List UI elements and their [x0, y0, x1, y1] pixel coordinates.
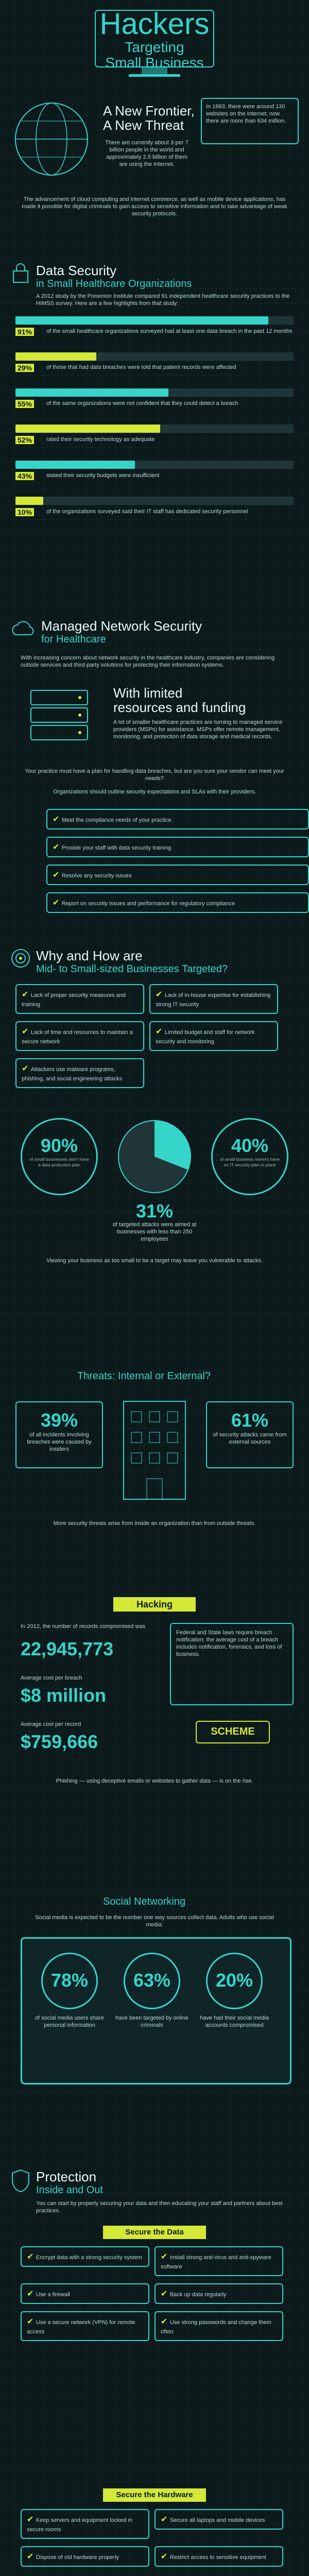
hacking-section — [0, 1597, 309, 1865]
why-item — [149, 984, 278, 1014]
frontier-right-text: In 1993, there were around 130 websites on the Internet; now there are more than 634 million. — [206, 104, 286, 124]
secure-data-item-text: Back up data regularly — [169, 2292, 227, 2298]
stat-row — [15, 459, 294, 495]
social-circle — [206, 1953, 263, 2009]
hacking-cost2-label: Average cost per record — [21, 1721, 81, 1727]
hacking-scheme-label: SCHEME — [211, 1726, 255, 1737]
page-title: Hackers — [99, 7, 210, 41]
why-pie — [116, 1118, 193, 1195]
checklist-item — [46, 809, 309, 829]
data-security-intro: A 2012 study by the Ponemon Institute compared 91 independent healthcare security practices to the HIMSS survey. Here are a few highlights from that study: — [36, 293, 290, 307]
frontier-section — [0, 88, 309, 258]
check-icon: ✔ — [53, 843, 62, 852]
stat-row — [15, 422, 294, 459]
social-heading: Social Networking — [103, 1896, 186, 1907]
stat-bar-fill — [15, 352, 96, 361]
stat-pct: 52% — [15, 436, 34, 444]
check-icon: ✔ — [22, 1027, 31, 1036]
why-item-text: Lack of in-house expertise for establishing strong IT security — [156, 992, 271, 1008]
hacking-cost2-value: $759,666 — [21, 1731, 98, 1752]
stat-pct: 91% — [15, 328, 34, 336]
stat-text: stated their security budgets were insufficient — [46, 472, 160, 479]
why-pie-pct: 31% — [135, 1200, 174, 1222]
check-icon: ✔ — [161, 2290, 170, 2298]
threats-right-text: of security attacks came from external sources — [213, 1432, 287, 1445]
resources-text: A lot of smaller healthcare practices are turning to managed service providers (MSPs) for assistance. MSPs offer remote management, monitoring, and protection of data storage and medical records. — [113, 719, 283, 740]
social-text: have had their social media accounts compromised — [200, 2015, 269, 2028]
why-pie-text: of targeted attacks were aimed at businesses with less than 250 employees — [112, 1222, 197, 1242]
secure-hw-item-text: Dispose of old hardware properly — [36, 2554, 119, 2561]
threats-left-box — [15, 1401, 103, 1468]
social-item — [196, 1953, 273, 2029]
checklist-item-text: Meet the compliance needs of your practice — [61, 817, 171, 823]
stat-bar-fill — [15, 388, 168, 397]
check-icon: ✔ — [22, 990, 31, 999]
cloud-icon — [10, 618, 36, 639]
data-security-stats — [15, 314, 294, 531]
stat-text: of the same organizations were not confident that they could detect a breach — [46, 400, 238, 406]
checklist-item-text: Resolve any security issues — [61, 873, 132, 879]
check-icon: ✔ — [53, 815, 62, 824]
resources-heading-2: resources and funding — [113, 700, 246, 715]
frontier-bottom-text: The advancement of cloud computing and internet commerce, as well as mobile device applications, has made it possible for digital criminals to gain access to sensitive information and to take advantage of weak security protocols. — [22, 196, 287, 217]
stat-bar-fill — [15, 497, 43, 505]
secure-hw-item — [21, 2546, 149, 2567]
threats-heading: Threats: Internal or External? — [77, 1370, 211, 1382]
social-intro: Social media is expected to be the number one way sources collect data. Adults who use social media: — [35, 1914, 274, 1928]
managed-checklist — [46, 809, 273, 920]
why-item-text: Lack of time and resources to maintain a secure network — [22, 1029, 133, 1045]
threats-right-pct: 61% — [231, 1410, 269, 1431]
why-circle-left — [21, 1118, 98, 1195]
stat-row — [15, 314, 294, 350]
stat-row — [15, 495, 294, 531]
secure-data-item — [21, 2311, 149, 2341]
stat-bar-track — [15, 388, 294, 397]
page-subtitle-1: Targeting — [125, 39, 184, 55]
check-icon: ✔ — [53, 871, 62, 879]
secure-hw-item — [154, 2509, 283, 2530]
hacking-side-box — [170, 1623, 294, 1705]
hacking-count-label: In 2012, the number of records compromised was — [21, 1623, 146, 1630]
managed-heading-2: for Healthcare — [41, 634, 106, 645]
page-subtitle-2: Small Business — [105, 55, 204, 71]
why-item — [15, 1058, 144, 1088]
secure-hw-item-text: Restrict access to sensitive equipment — [169, 2554, 266, 2561]
secure-data-item-text: Use strong passwords and change them often — [161, 2319, 271, 2335]
stat-bar-fill — [15, 425, 160, 433]
stat-text: of the small healthcare organizations surveyed had at least one data breach in the past 12 months — [46, 328, 293, 334]
frontier-left-text: There are currently about 3-per 7 billion people in the world and approximately 2.5 billion of them are using the Internet. — [105, 140, 188, 167]
stat-row — [15, 386, 294, 422]
frontier-right-box — [201, 98, 299, 144]
stat-pct: 55% — [15, 400, 34, 408]
secure-data-items — [21, 2246, 288, 2348]
target-icon — [10, 948, 31, 969]
secure-hw-item-text: Keep servers and equipment locked in secure rooms — [27, 2517, 132, 2533]
social-text: of social media users share personal information — [35, 2015, 104, 2028]
hacking-heading: Hacking — [113, 1597, 196, 1612]
threats-bottom: More security threats arise from inside an organization than from outside threats. — [53, 1520, 256, 1527]
secure-hw-items — [21, 2509, 288, 2574]
social-item — [31, 1953, 108, 2029]
stat-pct: 29% — [15, 364, 34, 372]
stat-bar-track — [15, 352, 294, 361]
why-circle-right-pct: 40% — [231, 1135, 269, 1156]
social-section — [0, 1896, 309, 2133]
threats-left-text: of all incidents involving breaches were caused by insiders — [27, 1432, 92, 1452]
stat-bar-track — [15, 425, 294, 433]
stat-row — [15, 350, 294, 386]
hacking-side-text: Federal and State laws require breach notification; the average cost of a breach includes notification, forensics, and loss of business. — [176, 1630, 282, 1657]
why-item-text: Attackers use malware programs, phishing, and social engineering attacks — [22, 1066, 123, 1082]
pie-chart — [116, 1118, 193, 1195]
threats-right-box — [206, 1401, 294, 1468]
secure-data-item-text: Encrypt data with a strong security system — [36, 2255, 142, 2261]
threats-left-pct: 39% — [40, 1410, 78, 1431]
secure-data-item-text: Use a secure network (VPN) for remote access — [27, 2319, 135, 2335]
stat-text: rated their security technology as adequate — [46, 436, 155, 443]
data-security-section — [0, 263, 309, 592]
secure-data-item — [154, 2246, 283, 2276]
managed-question: Your practice must have a plan for handling data breaches, but are you sure your vendor can meet your needs? — [25, 768, 284, 782]
stat-bar-fill — [15, 461, 135, 469]
why-heading-1: Why and How are — [36, 948, 143, 963]
check-icon: ✔ — [27, 2317, 36, 2326]
why-circle-right — [211, 1118, 288, 1195]
protection-heading-2: Inside and Out — [36, 2184, 104, 2196]
managed-note: Organizations should outline security expectations and SLAs with their providers. — [53, 789, 256, 795]
check-icon: ✔ — [27, 2515, 36, 2524]
why-item-text: Limited budget and staff for network security and monitoring — [156, 1029, 255, 1045]
protection-section — [0, 2169, 309, 2576]
protection-intro: You can start by properly securing your data and then educating your staff and partners about best practices. — [36, 2200, 283, 2214]
check-icon: ✔ — [27, 2552, 36, 2561]
social-pct: 78% — [50, 1970, 89, 1991]
secure-hw-item — [154, 2546, 283, 2567]
hacking-cost-value: $8 million — [21, 1685, 107, 1706]
social-text: have been targeted by online criminals — [115, 2015, 188, 2028]
stat-bar-track — [15, 461, 294, 469]
checklist-item — [46, 837, 309, 857]
social-pct: 63% — [133, 1970, 171, 1991]
server-icon — [21, 685, 98, 747]
checklist-item-text: Provide your staff with data security training — [61, 845, 171, 851]
why-heading-2: Mid- to Small-sized Businesses Targeted? — [36, 963, 228, 975]
social-circle — [41, 1953, 98, 2009]
why-item — [15, 1021, 144, 1051]
secure-data-item — [154, 2311, 283, 2341]
frontier-heading-1: A New Frontier, — [103, 103, 195, 118]
check-icon: ✔ — [27, 2252, 36, 2261]
managed-heading-1: Managed Network Security — [41, 618, 202, 634]
check-icon: ✔ — [27, 2290, 36, 2298]
stat-text: of the organizations surveyed said their IT staff has dedicated security personnel — [46, 509, 248, 515]
checklist-item — [46, 865, 309, 885]
check-icon: ✔ — [156, 990, 165, 999]
managed-text: With increasing concern about network security in the healthcare industry, companies are considering outside services and third-party solutions for protecting their information systems. — [21, 655, 275, 668]
why-item-text: Lack of proper security measures and training — [22, 992, 126, 1008]
threats-section — [0, 1370, 309, 1577]
check-icon: ✔ — [161, 2252, 170, 2261]
stat-text: of those that had data breaches were told that patient records were affected — [46, 364, 236, 370]
secure-data-item — [21, 2246, 149, 2267]
secure-data-item — [21, 2283, 149, 2304]
check-icon: ✔ — [161, 2552, 170, 2561]
secure-data-heading: Secure the Data — [103, 2226, 206, 2239]
data-security-heading: Data Security — [36, 263, 117, 278]
why-circle-right-text: of small business owners have no IT security plan in place — [220, 1157, 280, 1167]
secure-hw-item — [21, 2509, 149, 2539]
stat-bar-fill — [15, 316, 268, 325]
why-footer: Viewing your business as too small to be a target may leave you vulnerable to attacks. — [46, 1258, 263, 1264]
secure-hw-heading: Secure the Hardware — [103, 2488, 206, 2502]
why-circle-left-pct: 90% — [40, 1135, 78, 1156]
checklist-item — [46, 892, 309, 913]
why-item — [15, 984, 144, 1014]
data-security-subheading: in Small Healthcare Organizations — [36, 278, 192, 290]
globe-icon — [10, 98, 93, 180]
hacking-count-value: 22,945,773 — [21, 1638, 114, 1659]
hacking-phishing: Phishing — using deceptive emails or websites to gather data — is on the rise. — [56, 1778, 253, 1784]
protection-heading-1: Protection — [36, 2169, 97, 2184]
stat-bar-track — [15, 497, 294, 505]
secure-data-item — [154, 2283, 283, 2304]
secure-hw-item-text: Secure all laptops and mobile devices — [169, 2517, 265, 2523]
managed-section — [0, 618, 309, 979]
shield-icon — [10, 2169, 31, 2193]
secure-data-item-text: Use a firewall — [36, 2292, 70, 2298]
social-pct: 20% — [215, 1970, 253, 1991]
why-circle-left-text: of small businesses don't have a data protection plan — [29, 1157, 89, 1167]
resources-heading-1: With limited — [113, 685, 183, 701]
lock-icon — [10, 263, 31, 283]
check-icon: ✔ — [53, 899, 62, 907]
why-items — [15, 984, 294, 1095]
frontier-heading-2: A New Threat — [103, 117, 184, 133]
check-icon: ✔ — [22, 1064, 31, 1073]
social-items — [31, 1953, 278, 2066]
hacking-scheme — [196, 1721, 270, 1743]
check-icon: ✔ — [161, 2515, 170, 2524]
stat-bar-track — [15, 316, 294, 325]
stat-pct: 43% — [15, 472, 34, 480]
hacking-cost-label: Average cost per breach — [21, 1675, 82, 1681]
secure-data-item-text: Install strong anti-virus and anti-spyware software — [161, 2255, 271, 2270]
social-item — [113, 1953, 191, 2029]
checklist-item-text: Report on security issues and performance for regulatory compliance — [61, 901, 235, 907]
check-icon: ✔ — [156, 1027, 165, 1036]
social-circle — [124, 1953, 180, 2009]
check-icon: ✔ — [161, 2317, 170, 2326]
why-item — [149, 1021, 278, 1051]
stat-pct: 10% — [15, 508, 34, 516]
why-how-section — [0, 948, 309, 1340]
